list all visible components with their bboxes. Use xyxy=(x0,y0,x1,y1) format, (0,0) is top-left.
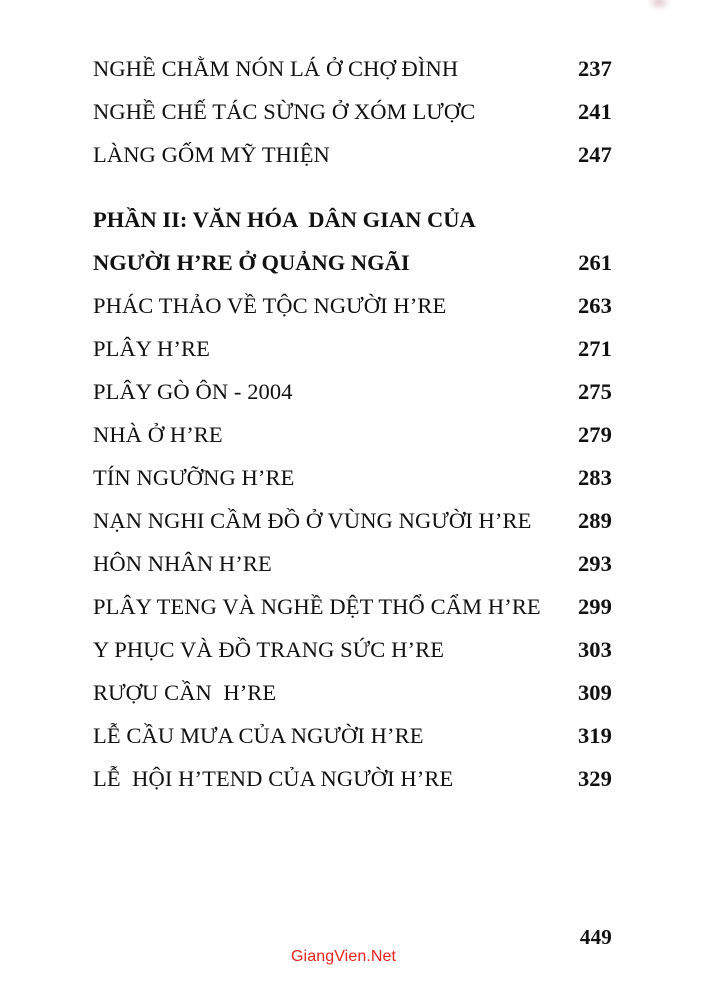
dot-leader xyxy=(459,54,576,77)
dot-leader xyxy=(454,764,576,787)
page-number: 329 xyxy=(577,766,612,791)
part-heading-line-1: PHẦN II: VĂN HÓA DÂN GIAN CỦA xyxy=(93,207,476,232)
watermark-giangvien: GiangVien.Net xyxy=(291,948,397,965)
toc-entry-title: PLÂY GÒ ÔN - 2004 xyxy=(93,379,293,404)
toc-entry-title: NGHỀ CHẰM NÓN LÁ Ở CHỢ ĐÌNH xyxy=(93,56,459,81)
toc-entry[interactable] xyxy=(93,585,612,628)
page-number: 279 xyxy=(577,422,612,447)
toc-entry-title: Y PHỤC VÀ ĐỒ TRANG SỨC H’RE xyxy=(93,637,445,662)
toc-entry-title: LỄ CẦU MƯA CỦA NGƯỜI H’RE xyxy=(93,723,424,748)
folio-page-number: 449 xyxy=(579,925,612,949)
toc-entry[interactable] xyxy=(93,133,612,176)
dot-leader xyxy=(412,248,577,271)
dot-leader xyxy=(331,140,576,163)
dot-leader xyxy=(476,97,576,120)
page-number: 263 xyxy=(577,293,612,318)
dot-leader xyxy=(273,549,576,572)
dot-leader xyxy=(532,506,575,529)
toc-entry[interactable] xyxy=(93,47,612,90)
toc-entry[interactable] xyxy=(93,628,612,671)
part-heading-title: NGƯỜI H’RE Ở QUẢNG NGÃI xyxy=(93,250,410,275)
toc-entry-title: NGHỀ CHẾ TÁC SỪNG Ở XÓM LƯỢC xyxy=(93,99,476,124)
toc-entry-title: RƯỢU CẦN H’RE xyxy=(93,680,277,705)
page-number: 319 xyxy=(577,723,612,748)
toc-entry-title: HÔN NHÂN H’RE xyxy=(93,551,272,576)
toc-entry[interactable] xyxy=(93,327,612,370)
table-of-contents xyxy=(93,47,612,800)
toc-entry[interactable] xyxy=(93,714,612,757)
page-number: 303 xyxy=(577,637,612,662)
toc-entry[interactable] xyxy=(93,284,612,327)
toc-entry[interactable] xyxy=(93,413,612,456)
page-number: 289 xyxy=(577,508,612,533)
page-number: 309 xyxy=(577,680,612,705)
toc-entry[interactable] xyxy=(93,370,612,413)
page-number: 247 xyxy=(577,142,612,167)
toc-entry-title: LÀNG GỐM MỸ THIỆN xyxy=(93,142,330,167)
toc-entry[interactable] xyxy=(93,757,612,800)
toc-entry[interactable] xyxy=(93,499,612,542)
toc-entry[interactable] xyxy=(93,542,612,585)
page-number: 299 xyxy=(577,594,612,619)
toc-entry-title: NẠN NGHI CẦM ĐỒ Ở VÙNG NGƯỜI H’RE xyxy=(93,508,532,533)
dot-leader xyxy=(211,334,576,357)
dot-leader xyxy=(445,635,576,658)
toc-entry[interactable] xyxy=(93,90,612,133)
dot-leader xyxy=(425,721,576,744)
toc-entry-title: PHÁC THẢO VỀ TỘC NGƯỜI H’RE xyxy=(93,293,447,318)
toc-entry-title: NHÀ Ở H’RE xyxy=(93,422,223,447)
page-number: 271 xyxy=(577,336,612,361)
toc-entry-title: LỄ HỘI H’TEND CỦA NGƯỜI H’RE xyxy=(93,766,454,791)
dot-leader xyxy=(447,291,576,314)
toc-entry[interactable] xyxy=(93,671,612,714)
page-number: 283 xyxy=(577,465,612,490)
toc-entry-title: PLÂY H’RE xyxy=(93,336,210,361)
part-heading xyxy=(93,198,612,284)
page-number: 293 xyxy=(577,551,612,576)
toc-section-following xyxy=(93,284,612,800)
dot-leader xyxy=(542,592,576,615)
page-number: 237 xyxy=(577,56,612,81)
page-number: 275 xyxy=(577,379,612,404)
toc-section-preceding xyxy=(93,47,612,176)
page-number: 241 xyxy=(577,99,612,124)
toc-entry-title: PLÂY TENG VÀ NGHỀ DỆT THỔ CẨM H’RE xyxy=(93,594,541,619)
dot-leader xyxy=(277,678,576,701)
part-heading-line-2[interactable] xyxy=(93,241,612,284)
toc-entry-title: TÍN NGƯỠNG H’RE xyxy=(93,465,295,490)
dot-leader xyxy=(294,377,576,400)
toc-entry[interactable] xyxy=(93,456,612,499)
dot-leader xyxy=(224,420,576,443)
page-number: 261 xyxy=(578,250,612,275)
scan-artifact-smudge xyxy=(648,0,670,10)
dot-leader xyxy=(295,463,576,486)
